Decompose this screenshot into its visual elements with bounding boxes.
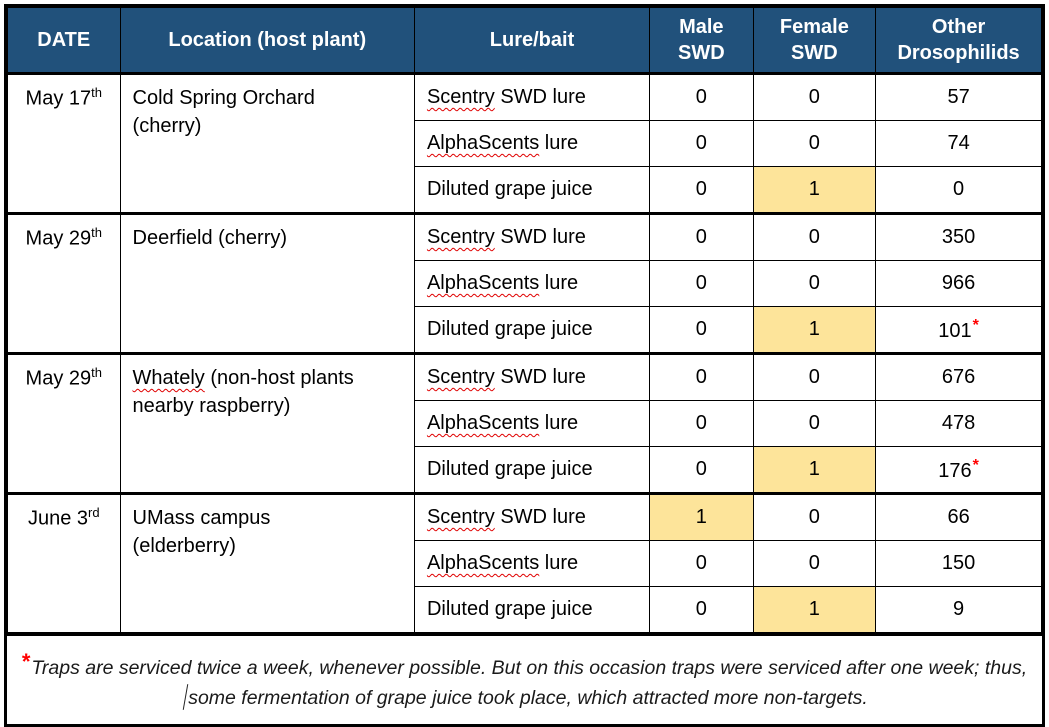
lure-cell (414, 354, 649, 401)
lure-text: lure (539, 552, 579, 574)
male-swd-cell-highlighted: 1 (650, 494, 754, 541)
female-swd-cell: 0 (753, 261, 876, 307)
other-drosophilids-cell: 478 (876, 401, 1042, 447)
other-drosophilids-cell: 57 (876, 74, 1042, 121)
location-line (133, 364, 406, 392)
lure-text: Diluted grape juice (426, 178, 593, 200)
male-swd-cell: 0 (650, 354, 754, 401)
location-text: nearby raspberry) (132, 395, 291, 417)
female-swd-cell: 0 (753, 494, 876, 541)
location-text: Deerfield (cherry) (132, 227, 288, 249)
lure-text: Diluted grape juice (426, 598, 593, 620)
other-drosophilids-cell: 66 (876, 494, 1042, 541)
other-drosophilids-cell: 150 (876, 541, 1042, 587)
table-row (8, 354, 1042, 401)
other-drosophilids-cell: 9 (876, 587, 1042, 633)
lure-flagged-word: Scentry (426, 366, 495, 388)
footnote (7, 633, 1042, 724)
lure-cell (414, 261, 649, 307)
female-swd-cell: 0 (753, 121, 876, 167)
female-swd-cell-highlighted: 1 (753, 587, 876, 633)
lure-cell (414, 494, 649, 541)
location-flagged-word: Whately (132, 367, 205, 389)
date-cell (8, 354, 121, 494)
lure-cell (414, 307, 649, 354)
lure-flagged-word: Scentry (426, 86, 495, 108)
footnote-text-part1: Traps are serviced twice a week, whenever possible. But on this occasion traps were serviced after one week; thus, (31, 657, 1028, 679)
col-header-male-swd: Male SWD (650, 8, 754, 74)
location-cell (120, 214, 414, 354)
lure-flagged-word: AlphaScents (426, 412, 540, 434)
male-swd-cell: 0 (650, 587, 754, 633)
lure-cell (414, 121, 649, 167)
lure-text: Diluted grape juice (426, 458, 593, 480)
table-row (8, 214, 1042, 261)
date-cell (8, 74, 121, 214)
female-swd-cell: 0 (753, 214, 876, 261)
male-swd-cell: 0 (650, 74, 754, 121)
lure-cell (414, 167, 649, 214)
male-swd-cell: 0 (650, 447, 754, 494)
male-swd-cell: 0 (650, 167, 754, 214)
location-text: Cold Spring Orchard (132, 87, 315, 109)
footnote-text-part2: some fermentation of grape juice took place, which attracted more non-targets. (188, 687, 868, 710)
male-swd-cell: 0 (650, 307, 754, 354)
female-swd-cell-highlighted: 1 (753, 167, 876, 214)
female-swd-cell-highlighted: 1 (753, 307, 876, 354)
lure-flagged-word: Scentry (426, 506, 495, 528)
other-drosophilids-cell (876, 307, 1042, 354)
lure-text: SWD lure (494, 86, 586, 108)
lure-flagged-word: Scentry (426, 226, 495, 248)
col-header-date: DATE (8, 8, 121, 74)
date-cell (8, 494, 121, 633)
date-ordinal: th (91, 85, 102, 100)
swd-trap-table-page (4, 4, 1045, 727)
lure-text: Diluted grape juice (426, 318, 593, 340)
location-line (133, 224, 406, 252)
other-drosophilids-cell: 966 (876, 261, 1042, 307)
lure-text: lure (539, 132, 579, 154)
lure-cell (414, 401, 649, 447)
male-swd-cell: 0 (650, 401, 754, 447)
male-swd-cell: 0 (650, 121, 754, 167)
location-text: UMass campus (132, 507, 271, 529)
other-count: 101 (938, 319, 972, 342)
lure-cell (414, 541, 649, 587)
table-header-row (8, 8, 1042, 74)
other-count: 176 (938, 459, 972, 482)
lure-flagged-word: AlphaScents (426, 132, 540, 154)
female-swd-cell: 0 (753, 74, 876, 121)
date-text: May 29 (25, 227, 92, 250)
other-drosophilids-cell (876, 447, 1042, 494)
footnote-asterisk-marker: * (972, 316, 979, 334)
footnote-asterisk-marker: * (972, 456, 979, 474)
location-line (133, 112, 406, 140)
male-swd-cell: 0 (650, 261, 754, 307)
swd-trap-results-table (7, 7, 1042, 633)
date-cell (8, 214, 121, 354)
col-header-female-swd: Female SWD (753, 8, 876, 74)
location-text: (non-host plants (204, 367, 354, 389)
lure-flagged-word: AlphaScents (426, 552, 540, 574)
date-ordinal: th (91, 225, 102, 240)
female-swd-cell: 0 (753, 541, 876, 587)
location-cell (120, 74, 414, 214)
table-row (8, 74, 1042, 121)
location-line (133, 84, 406, 112)
col-header-lure: Lure/bait (414, 8, 649, 74)
date-ordinal: rd (88, 505, 100, 520)
other-drosophilids-cell: 676 (876, 354, 1042, 401)
date-text: June 3 (27, 507, 89, 530)
footnote-asterisk: * (21, 649, 31, 674)
location-cell (120, 354, 414, 494)
lure-cell (414, 447, 649, 494)
male-swd-cell: 0 (650, 214, 754, 261)
table-row (8, 494, 1042, 541)
location-cell (120, 494, 414, 633)
female-swd-cell: 0 (753, 354, 876, 401)
date-ordinal: th (91, 365, 102, 380)
lure-text: SWD lure (494, 226, 586, 248)
lure-text: SWD lure (494, 506, 586, 528)
date-text: May 29 (25, 367, 92, 390)
other-drosophilids-cell: 350 (876, 214, 1042, 261)
lure-text: SWD lure (494, 366, 586, 388)
lure-flagged-word: AlphaScents (426, 272, 540, 294)
lure-cell (414, 74, 649, 121)
location-line (133, 504, 406, 532)
lure-text: lure (539, 272, 579, 294)
location-line (133, 392, 406, 420)
other-drosophilids-cell: 74 (876, 121, 1042, 167)
lure-cell (414, 214, 649, 261)
lure-text: lure (539, 412, 579, 434)
location-text: (cherry) (132, 115, 202, 137)
location-line (133, 532, 406, 560)
col-header-other-drosophilids: Other Drosophilids (876, 8, 1042, 74)
location-text: (elderberry) (132, 535, 236, 557)
other-drosophilids-cell: 0 (876, 167, 1042, 214)
date-text: May 17 (25, 87, 92, 110)
lure-cell (414, 587, 649, 633)
female-swd-cell: 0 (753, 401, 876, 447)
female-swd-cell-highlighted: 1 (753, 447, 876, 494)
col-header-location: Location (host plant) (120, 8, 414, 74)
male-swd-cell: 0 (650, 541, 754, 587)
